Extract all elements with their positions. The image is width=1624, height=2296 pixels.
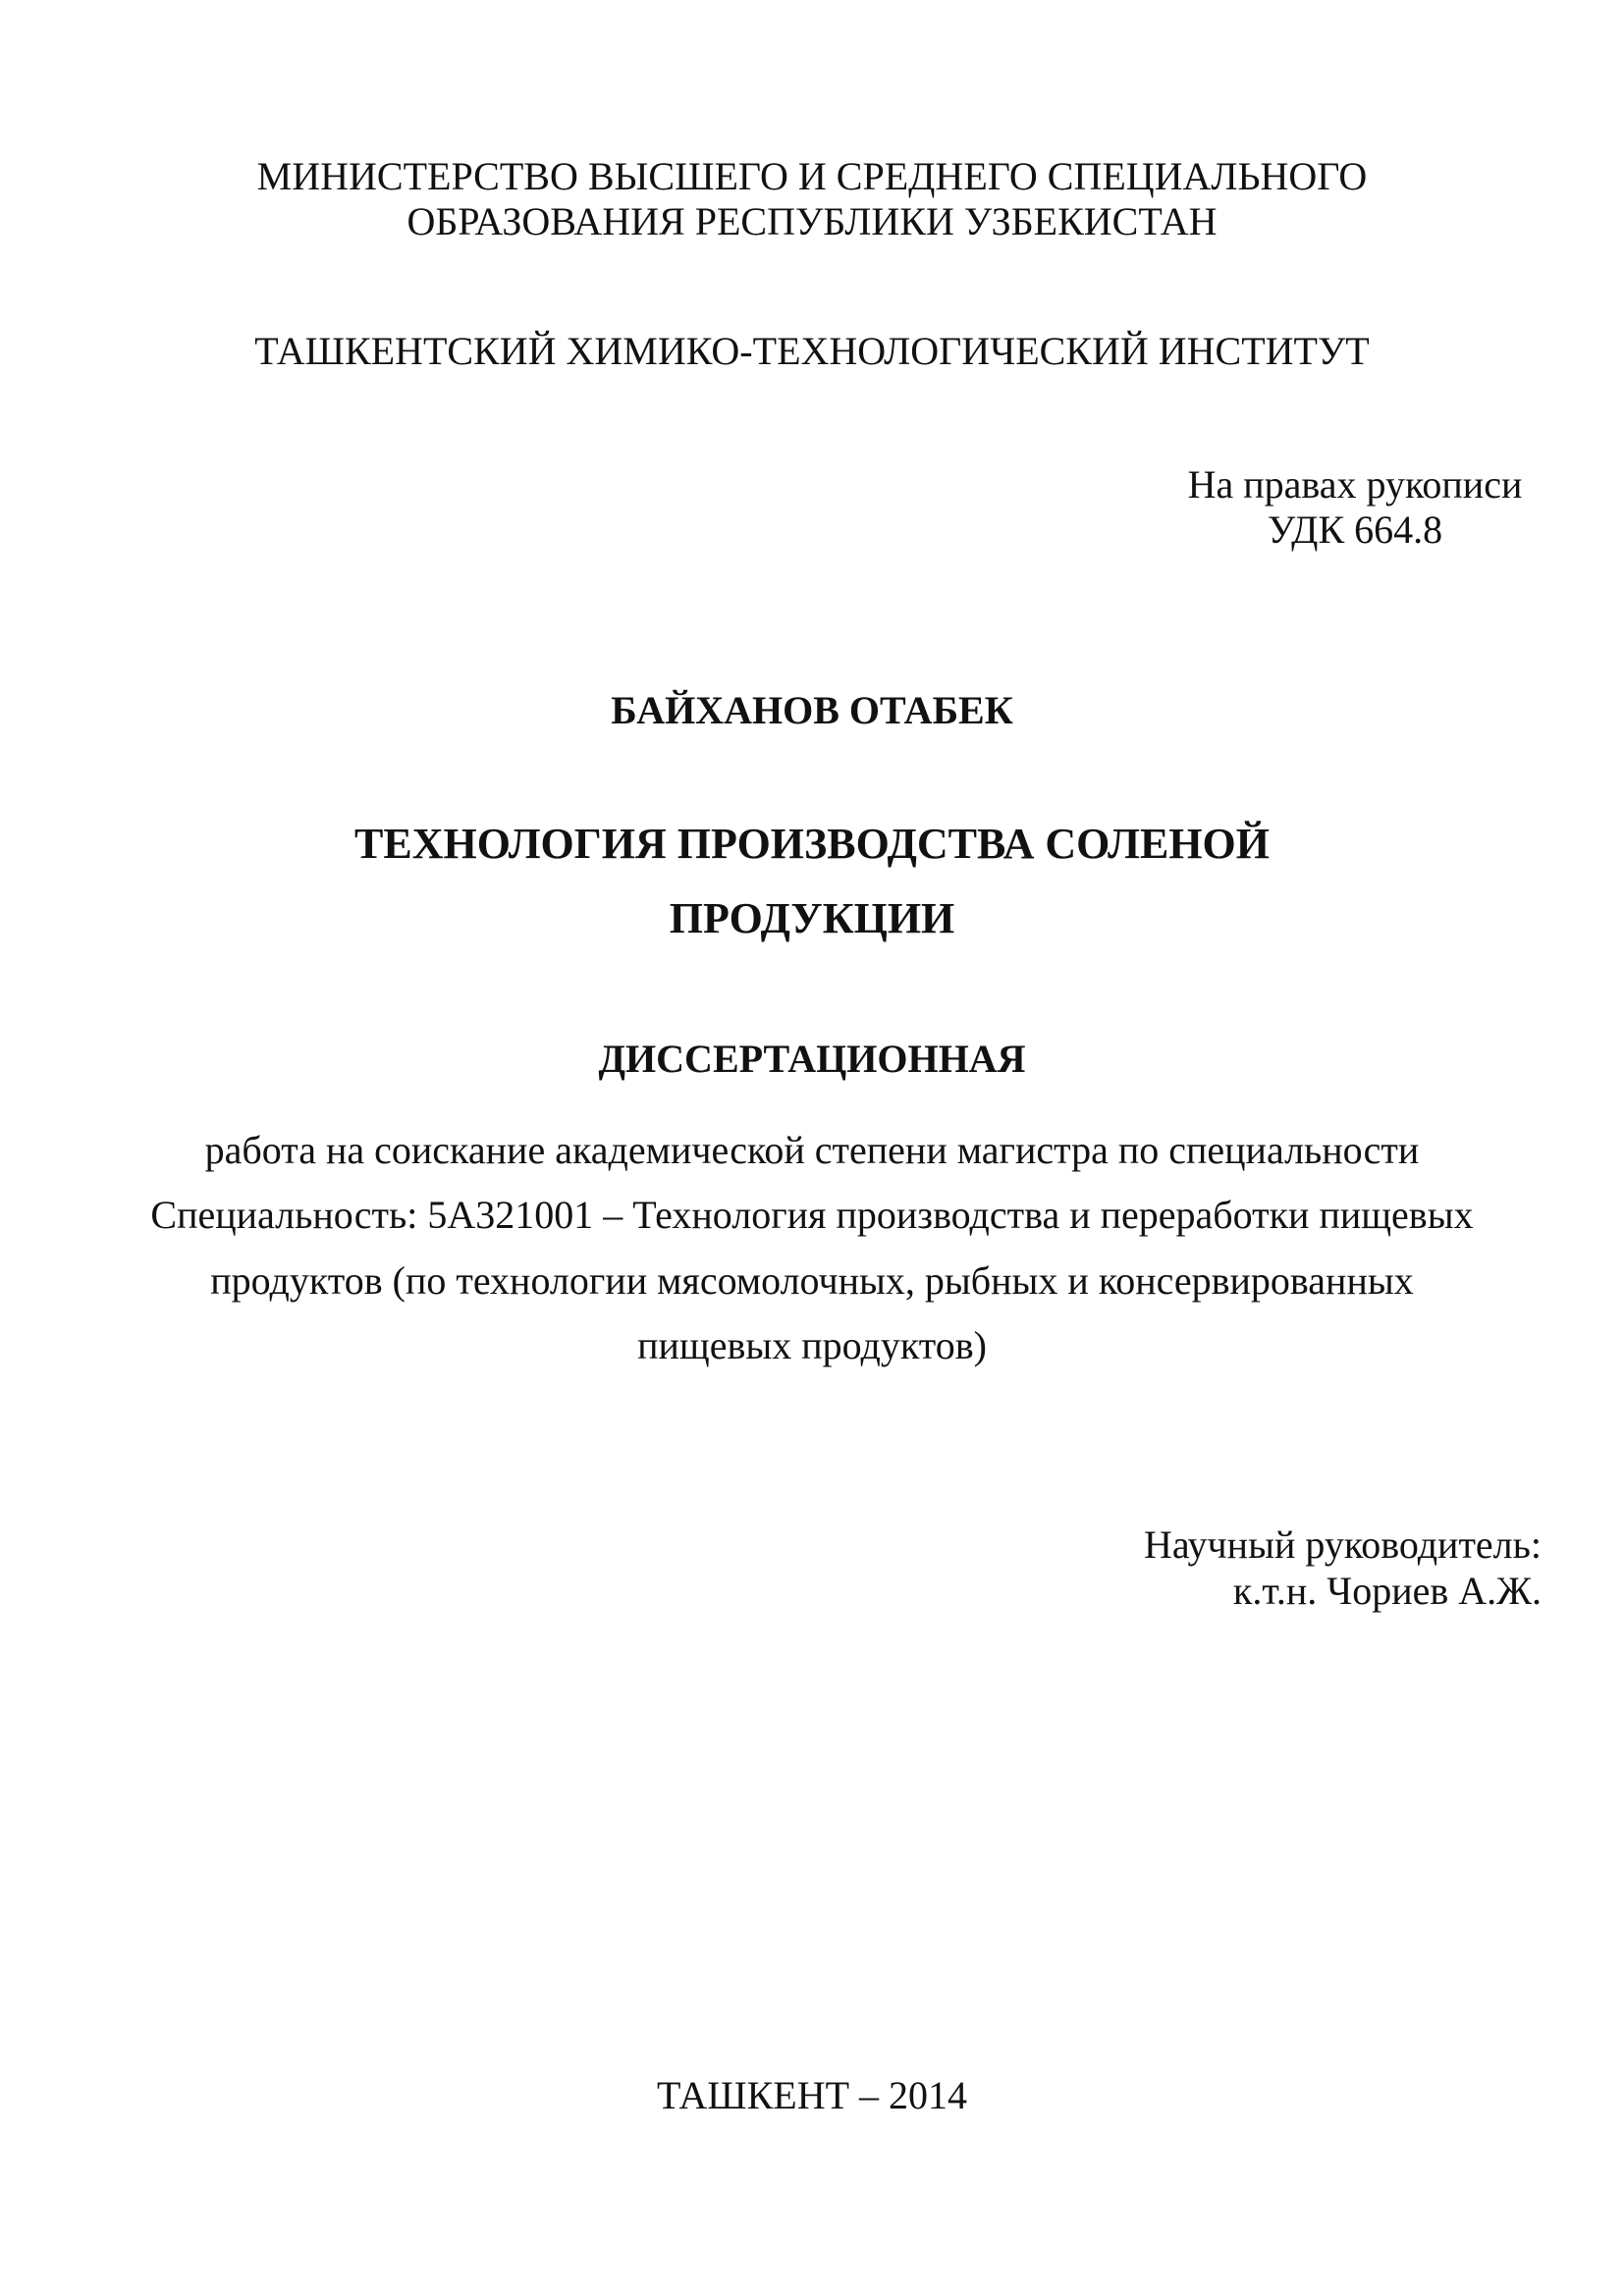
supervisor-label: Научный руководитель: xyxy=(1143,1522,1542,1567)
description-line-4: пищевых продуктов) xyxy=(637,1323,987,1367)
description-line-2: Специальность: 5А321001 – Технология производства и переработки пищевых xyxy=(150,1193,1474,1237)
supervisor-name: к.т.н. Чориев А.Ж. xyxy=(1232,1569,1542,1613)
ministry-line-2: ОБРАЗОВАНИЯ РЕСПУБЛИКИ УЗБЕКИСТАН xyxy=(406,199,1218,243)
manuscript-rights: На правах рукописи xyxy=(1187,462,1523,507)
work-type: ДИССЕРТАЦИОННАЯ xyxy=(598,1037,1026,1081)
city-year: ТАШКЕНТ – 2014 xyxy=(656,2073,968,2117)
institute-name: ТАШКЕНТСКИЙ ХИМИКО-ТЕХНОЛОГИЧЕСКИЙ ИНСТИТУТ xyxy=(254,329,1370,373)
description-line-1: работа на соискание академической степени магистра по специальности xyxy=(204,1128,1420,1172)
thesis-title-line-1: ТЕХНОЛОГИЯ ПРОИЗВОДСТВА СОЛЕНОЙ xyxy=(354,820,1270,868)
author-name: БАЙХАНОВ ОТАБЕК xyxy=(611,688,1013,732)
thesis-title-line-2: ПРОДУКЦИИ xyxy=(669,894,955,942)
ministry-line-1: МИНИСТЕРСТВО ВЫСШЕГО И СРЕДНЕГО СПЕЦИАЛЬНОГО xyxy=(256,154,1368,198)
udc-code: УДК 664.8 xyxy=(1267,507,1443,552)
description-line-3: продуктов (по технологии мясомолочных, рыбных и консервированных xyxy=(210,1258,1414,1303)
